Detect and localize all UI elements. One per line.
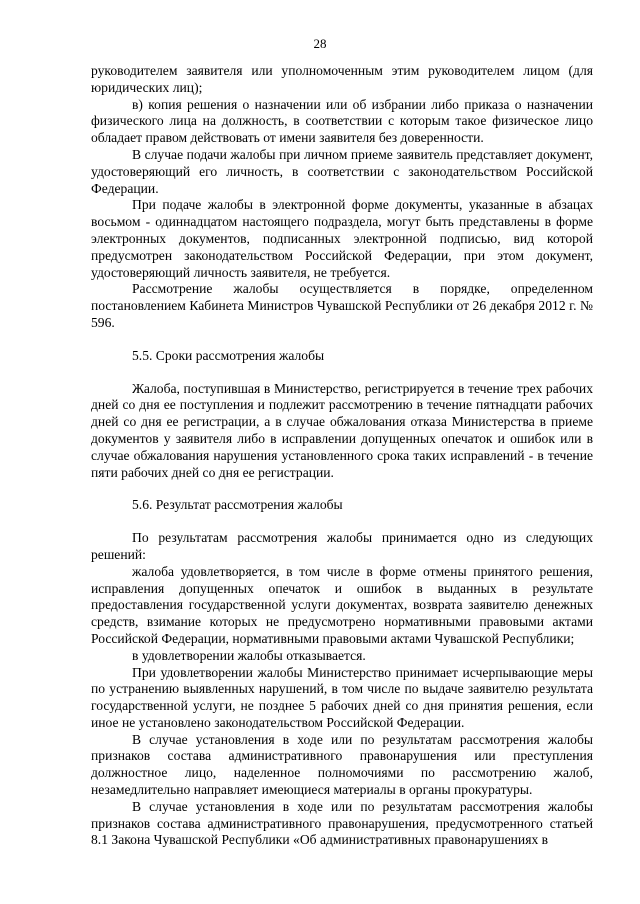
- paragraph: В случае установления в ходе или по результатам рассмотрения жалобы признаков состава административного правонарушения или преступления должностное лицо, наделенное полномочиями по рассмотрению жалоб, незамедлительно направляет имеющиеся материалы в органы прокуратуры.: [91, 731, 593, 798]
- paragraph: При подаче жалобы в электронной форме документы, указанные в абзацах восьмом - одиннадцатом настоящего подраздела, могут быть представлены в форме электронных документов, подписанных электронной подписью, вид которой предусмотрен законодательством Российской Федерации, при этом документ, удостоверяющий личность заявителя, не требуется.: [91, 197, 593, 280]
- paragraph: жалоба удовлетворяется, в том числе в форме отмены принятого решения, исправления допущенных опечаток и ошибок в выданных в результате предоставления государственной услуги документах, возврата заявителю денежных средств, взимание которых не предусмотрено нормативными правовыми актами Российской Федерации, нормативными правовыми актами Чувашской Республики;: [91, 563, 593, 646]
- paragraph: Жалоба, поступившая в Министерство, регистрируется в течение трех рабочих дней со дня ее поступления и подлежит рассмотрению в течение пятнадцати рабочих дней со дня ее регистрации, а в случае обжалования отказа Министерства в приеме документов у заявителя либо в исправлении допущенных опечаток и ошибок или в случае обжалования нарушения установленного срока таких исправлений - в течение пяти рабочих дней со дня ее регистрации.: [91, 380, 593, 480]
- section-heading-5-5: 5.5. Сроки рассмотрения жалобы: [132, 347, 325, 363]
- page-number: 28: [313, 36, 327, 51]
- paragraph: При удовлетворении жалобы Министерство принимает исчерпывающие меры по устранению выявленных нарушений, в том числе по выдаче заявителю результата государственной услуги, не позднее 5 рабочих дней со дня принятия решения, если иное не установлено законодательством Российской Федерации.: [91, 664, 593, 730]
- paragraph: В случае установления в ходе или по результатам рассмотрения жалобы признаков состава административного правонарушения, предусмотренного статьей 8.1 Закона Чувашской Республики «Об административных правонарушениях в: [91, 798, 593, 848]
- paragraph: Рассмотрение жалобы осуществляется в порядке, определенном постановлением Кабинета Министров Чувашской Республики от 26 декабря 2012 г. № 596.: [91, 281, 593, 330]
- paragraph: в) копия решения о назначении или об избрании либо приказа о назначении физического лица на должность, в соответствии с которым такое физическое лицо обладает правом действовать от имени заявителя без доверенности.: [91, 96, 593, 146]
- section-heading-5-6: 5.6. Результат рассмотрения жалобы: [132, 497, 343, 513]
- document-body: [91, 63, 593, 849]
- paragraph: руководителем заявителя или уполномоченным этим руководителем лицом (для юридических лиц);: [91, 63, 593, 95]
- paragraph: в удовлетворении жалобы отказывается.: [132, 647, 366, 663]
- paragraph: В случае подачи жалобы при личном приеме заявитель представляет документ, удостоверяющий его личность, в соответствии с законодательством Российской Федерации.: [91, 146, 593, 196]
- paragraph: По результатам рассмотрения жалобы принимается одно из следующих решений:: [91, 530, 593, 562]
